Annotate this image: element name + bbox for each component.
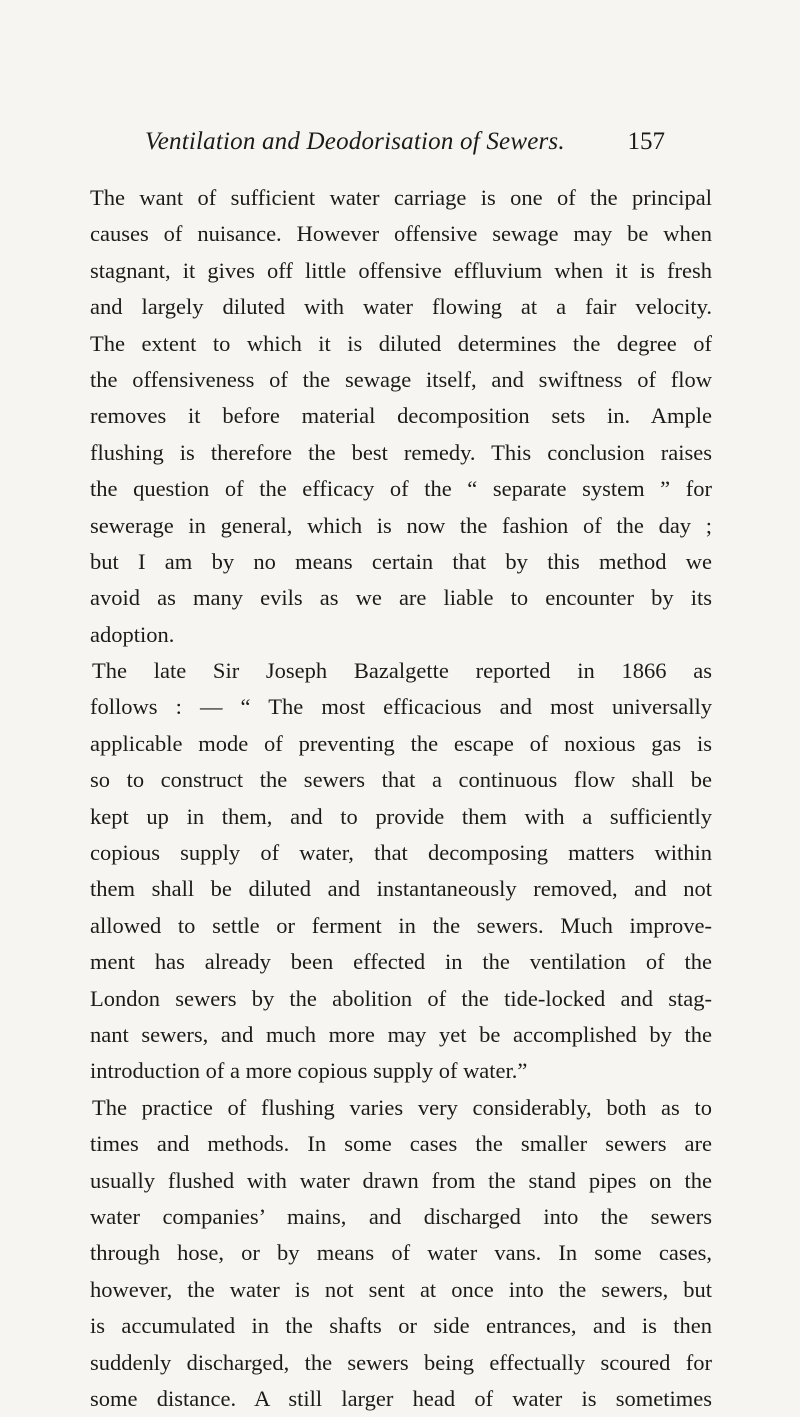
text-line: ment has already been effected in the ventilation of the (90, 949, 712, 975)
text-line: London sewers by the abolition of the tide-locked and stag- (90, 985, 712, 1011)
text-line: stagnant, it gives off little offensive effluvium when it is fresh (90, 257, 712, 283)
text-line: however, the water is not sent at once into the sewers, but (90, 1276, 712, 1302)
running-title: Ventilation and Deodorisation of Sewers. (145, 128, 565, 155)
text-line: removes it before material decomposition sets in. Ample (90, 403, 712, 429)
text-line: so to construct the sewers that a continuous flow shall be (90, 767, 712, 793)
text-line: some distance. A still larger head of water is sometimes (90, 1385, 712, 1411)
text-line: follows : — “ The most efficacious and most universally (90, 694, 712, 720)
running-head (145, 128, 665, 162)
text-line: The extent to which it is diluted determines the degree of (90, 330, 712, 356)
text-line: water companies’ mains, and discharged into the sewers (90, 1203, 712, 1229)
text-line: the question of the efficacy of the “ separate system ” for (90, 476, 712, 502)
text-line: copious supply of water, that decomposing matters within (90, 840, 712, 866)
text-line: avoid as many evils as we are liable to encounter by its (90, 585, 712, 611)
text-line: causes of nuisance. However offensive sewage may be when (90, 221, 712, 247)
text-line: introduction of a more copious supply of water.” (90, 1058, 528, 1084)
text-line: applicable mode of preventing the escape of noxious gas is (90, 730, 712, 756)
text-line: The practice of flushing varies very considerably, both as to (92, 1094, 712, 1120)
text-line: kept up in them, and to provide them with a sufficiently (90, 803, 712, 829)
text-line: flushing is therefore the best remedy. This conclusion raises (90, 439, 712, 465)
text-line: sewerage in general, which is now the fashion of the day ; (90, 512, 712, 538)
page-number: 157 (627, 128, 665, 155)
text-line: allowed to settle or ferment in the sewers. Much improve- (90, 912, 712, 938)
text-line: and largely diluted with water flowing at a fair velocity. (90, 294, 712, 320)
text-line: usually flushed with water drawn from the stand pipes on the (90, 1167, 712, 1193)
text-line: times and methods. In some cases the smaller sewers are (90, 1131, 712, 1157)
text-line: nant sewers, and much more may yet be accomplished by the (90, 1021, 712, 1047)
text-line: the offensiveness of the sewage itself, and swiftness of flow (90, 366, 712, 392)
text-line: adoption. (90, 621, 175, 647)
text-line: The want of sufficient water carriage is one of the principal (90, 185, 712, 210)
text-line: but I am by no means certain that by this method we (90, 548, 712, 574)
text-line: suddenly discharged, the sewers being effectually scoured for (90, 1349, 712, 1375)
text-line: them shall be diluted and instantaneously removed, and not (90, 876, 712, 902)
text-line: through hose, or by means of water vans. In some cases, (90, 1240, 712, 1266)
text-line: The late Sir Joseph Bazalgette reported in 1866 as (92, 658, 712, 684)
text-line: is accumulated in the shafts or side entrances, and is then (90, 1313, 712, 1339)
body-text (90, 180, 712, 1417)
